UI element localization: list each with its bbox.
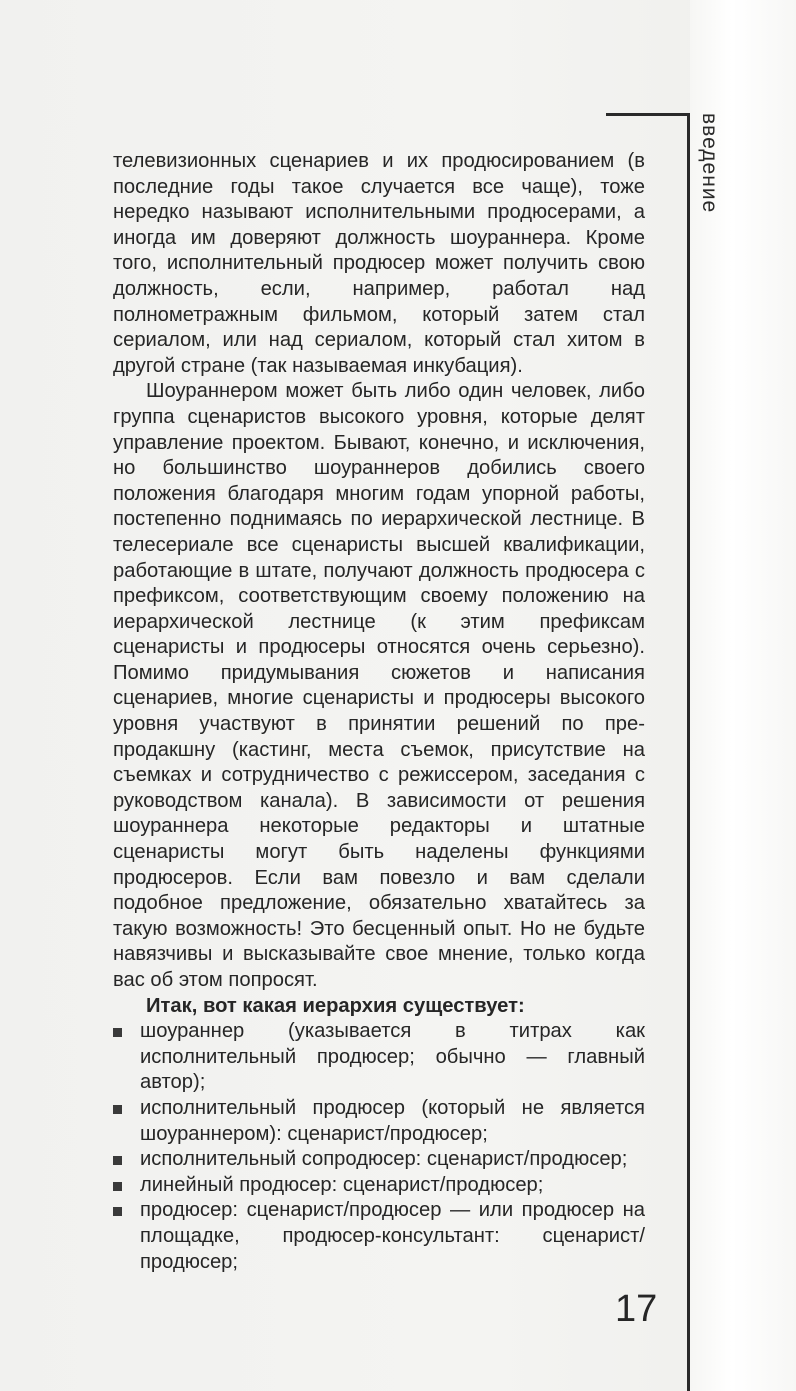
section-label: введение bbox=[698, 113, 721, 214]
list-item-text: исполнительный сопродюсер: сценарист/продюсер; bbox=[140, 1148, 628, 1171]
list-item bbox=[113, 1019, 645, 1096]
list-item bbox=[113, 1198, 645, 1275]
page-number: 17 bbox=[615, 1288, 658, 1330]
paragraph: телевизионных сценариев и их продюсированием (в последние годы такое случается все чаще), тоже нередко называют исполнительными продюсерами, а иногда им доверяют должность шоураннера. Кроме того, исполнительный продюсер может получить свою должность, если, например, работал над полнометражным фильмом, который затем стал сериалом, или над сериалом, который стал хитом в другой стране (так называемая инкубация). bbox=[113, 150, 645, 377]
header-rule bbox=[606, 113, 690, 116]
list-item-text: шоураннер (указывается в титрах как исполнительный продюсер; обычно — главный автор); bbox=[140, 1020, 645, 1094]
list-item bbox=[113, 1147, 645, 1173]
list-heading: Итак, вот какая иерархия существует: bbox=[146, 994, 525, 1017]
list-item bbox=[113, 1173, 645, 1199]
bullet-icon bbox=[113, 1028, 122, 1037]
body-text bbox=[113, 149, 645, 1275]
paragraph: Шоураннером может быть либо один человек, либо группа сценаристов высокого уровня, которые делят управление проектом. Бывают, конечно, и исключения, но большинство шоураннеров добились своего положения благодаря многим годам упорной работы, постепенно поднимаясь по иерархической лестнице. В телесериале все сценаристы высшей квалификации, работающие в штате, получают должность продюсера с префиксом, соответствующим своему положению на иерархической лестнице (к этим префиксам сценаристы и продюсеры относятся очень серьезно). Помимо придумывания сюжетов и написания сценариев, многие сценаристы и продюсеры высокого уровня участвуют в принятии решений по пре-продакшну (кастинг, места съемок, присутствие на съемках и сотрудничество с режиссером, заседания с руководством канала). В зависимости от решения шоураннера некоторые редакторы и штатные сценаристы могут быть наделены функциями продюсеров. Если вам повезло и вам сделали подобное предложение, обязательно хватайтесь за такую возможность! Это бесценный опыт. Но не будьте навязчивы и высказывайте свое мнение, только когда вас об этом попросят. bbox=[113, 380, 645, 991]
margin-rule bbox=[687, 113, 690, 1391]
bullet-icon bbox=[113, 1182, 122, 1191]
list-item-text: исполнительный продюсер (который не является шоураннером): сценарист/продюсер; bbox=[140, 1096, 645, 1145]
list-item bbox=[113, 1096, 645, 1147]
bullet-icon bbox=[113, 1156, 122, 1165]
bullet-icon bbox=[113, 1207, 122, 1216]
hierarchy-list bbox=[113, 1019, 645, 1275]
list-item-text: продюсер: сценарист/продюсер — или продюсер на площадке, продюсер-консультант: сценарист/продюсер; bbox=[140, 1199, 645, 1273]
list-item-text: линейный продюсер: сценарист/продюсер; bbox=[140, 1173, 544, 1196]
bullet-icon bbox=[113, 1105, 122, 1114]
